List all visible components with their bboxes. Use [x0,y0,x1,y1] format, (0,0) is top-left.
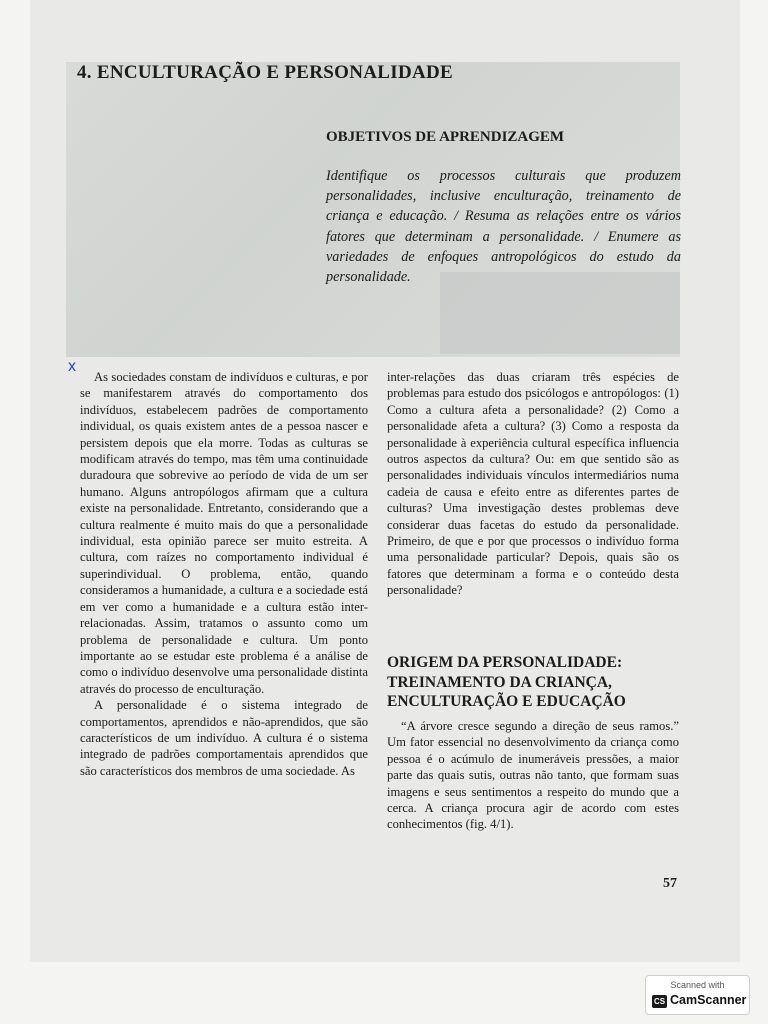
section-heading: ORIGEM DA PERSONALIDADE: TREINAMENTO DA CRIANÇA, ENCULTURAÇÃO E EDUCAÇÃO [387,654,626,710]
section-column [387,718,679,833]
page-number: 57 [663,876,677,891]
watermark-caption: Scanned with [670,980,725,990]
camscanner-logo-icon: CS [653,997,666,1006]
left-paragraph-2: A personalidade é o sistema integrado de comportamentos, aprendidos e não-aprendidos, que são característicos de um indivíduo. A cultura é o sistema integrado de padrões comportamentais aprendidos que são característicos dos membros de uma sociedade. As [80,698,368,778]
watermark-brand: CamScanner [670,993,747,1007]
left-paragraph-1: As sociedades constam de indivíduos e culturas, e por se manifestarem através do comportamento dos indivíduos, estabelecem padrões de comportamento individual, os quais existem antes de a pessoa nascer e persistem depois que ela morre. Todas as culturas se modificam através do tempo, mas têm uma continuidade duradoura que sobrevive ao período de vida de um ser humano. Alguns antropólogos afirmam que a cultura existe na personalidade. Entretanto, considerando que a cultura realmente é muito mais do que a personalidade individual, esta opinião parece ser muito estreita. A cultura, com raízes no comportamento individual é superindividual. O problema, então, quando consideramos a humanidade, a cultura e a sociedade está em ver como a humanidade e a cultura estão inter-relacionadas. Assim, tratamos o assunto como um problema de personalidade e cultura. Um ponto importante ao se estudar este problema é a análise de como o indivíduo desenvolve uma personalidade distinta através do processo de enculturação. [80,370,368,696]
handwritten-mark: x [68,358,76,375]
right-paragraph-1: inter-relações das duas criaram três espécies de problemas para estudo dos psicólogos e antropólogos: (1) Como a cultura afeta a personalidade? (2) Como a personalidade afeta a cultura? (3) Como a resposta da personalidade à experiência cultural específica influencia outros aspectos da cultura? Ou: em que sentido são as personalidades individuais vínculos intermediários numa cadeia de causa e efeito entre as diferentes partes de culturas? Uma investigação destes problemas deve considerar duas facetas do estudo da personalidade. Primeiro, de que e por que processos o indivíduo forma uma personalidade particular? Depois, quais são os fatores que determinam a forma e o conteúdo desta personalidade? [387,370,679,598]
right-column [387,369,679,599]
section-paragraph-1: “A árvore cresce segundo a direção de seus ramos.” Um fator essencial no desenvolvimento da criança como pessoa é o acúmulo de inumeráveis pressões, a maior parte das quais sutis, outras não tanto, que formam suas imagens e seus sentimentos a respeito do mundo que a cerca. A criança procura agir de acordo com estes conhecimentos (fig. 4/1). [387,719,679,832]
left-column [80,369,368,779]
objectives-text: Identifique os processos culturais que produzem personalidades, inclusive enculturação, treinamento de criança e educação. / Resuma as relações entre os vários fatores que determinam a personalidade. / Enumere as variedades de enfoques antropológicos do estudo da personalidade. [326,168,681,286]
chapter-title: 4. ENCULTURAÇÃO E PERSONALIDADE [77,62,453,83]
objectives-heading: OBJETIVOS DE APRENDIZAGEM [326,129,565,145]
camscanner-watermark [645,975,750,1015]
